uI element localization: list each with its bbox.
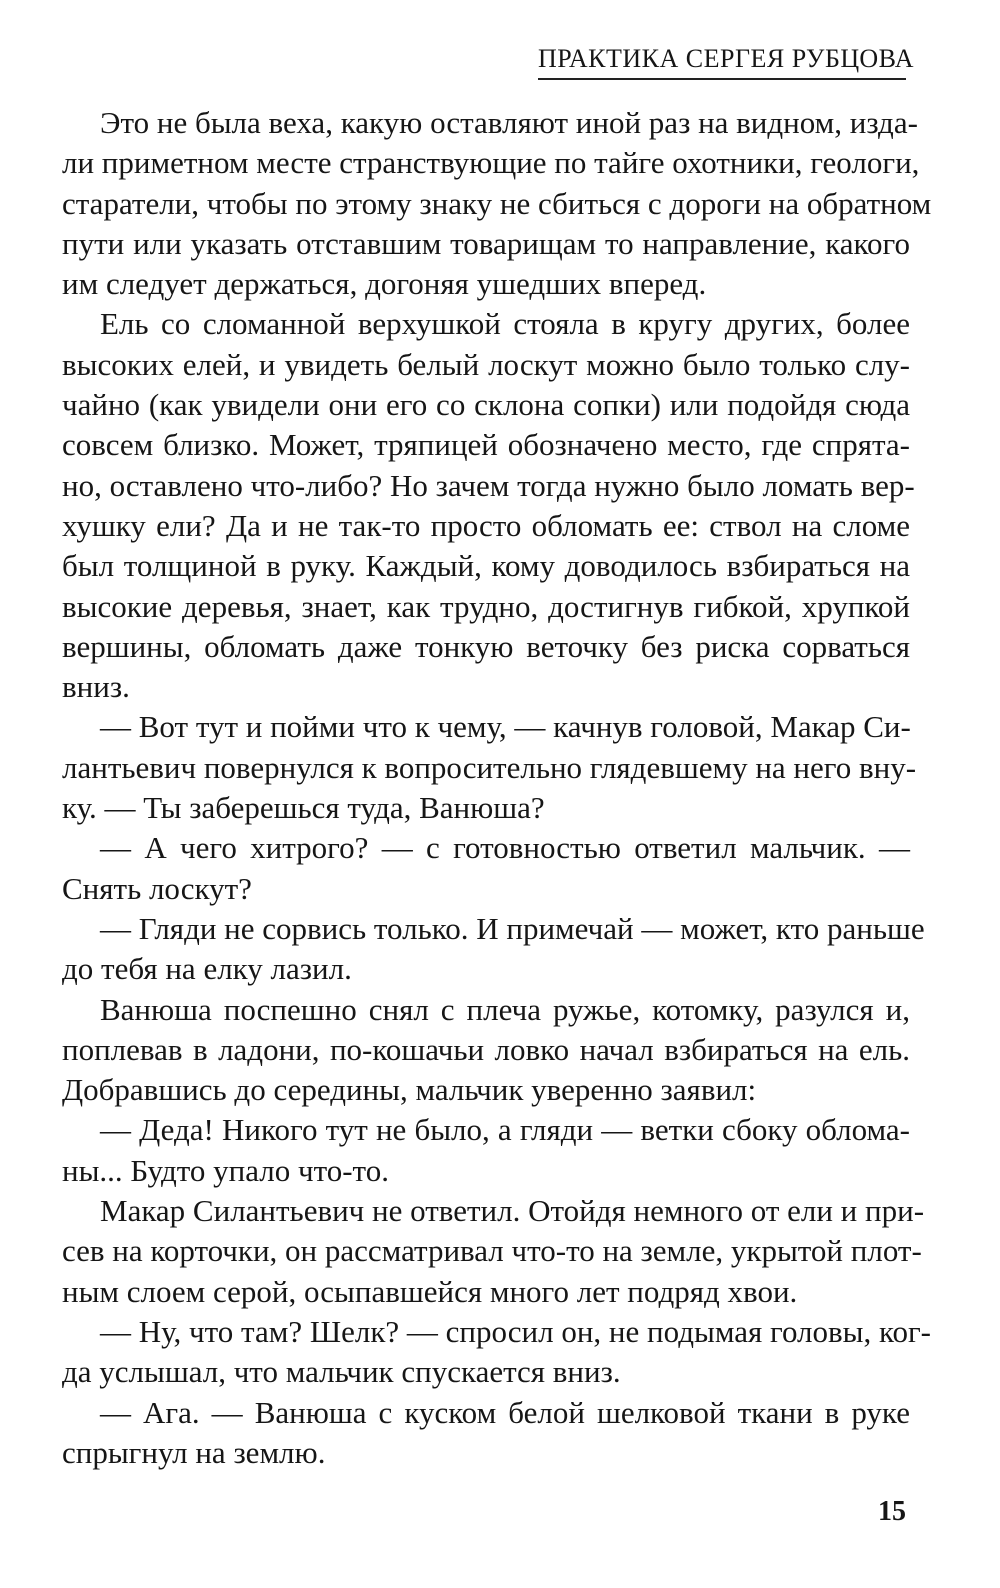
text-line: ли приметном месте странствующие по тайге охотники, геологи,: [62, 145, 920, 181]
text-line: ны... Будто упало что-то.: [62, 1152, 389, 1188]
running-title: ПРАКТИКА СЕРГЕЯ РУБЦОВА: [538, 44, 915, 73]
text-line: высоких елей, и увидеть белый лоскут можно было только слу-: [62, 346, 910, 382]
text-line: ным слоем серой, осыпавшейся много лет подряд хвои.: [62, 1273, 798, 1309]
text-line: старатели, чтобы по этому знаку не сбиться с дороги на обратном: [62, 185, 932, 221]
text-line: был толщиной в руку. Каждый, кому доводилось взбираться на: [62, 548, 910, 584]
text-line: вниз.: [62, 669, 130, 705]
header-rule: [538, 78, 906, 80]
text-line: да услышал, что мальчик спускается вниз.: [62, 1354, 621, 1390]
text-line: хушку ели? Да и не так-то просто обломать ее: ствол на сломе: [62, 507, 910, 543]
text-line: совсем близко. Может, тряпицей обозначено место, где спрята-: [62, 427, 910, 463]
text-line: чайно (как увидели они его со склона сопки) или подойдя сюда: [62, 387, 910, 423]
body-text: [62, 103, 932, 1473]
text-line: спрыгнул на землю.: [62, 1434, 326, 1470]
text-line: Добравшись до середины, мальчик уверенно заявил:: [62, 1072, 757, 1108]
text-line: — Ну, что там? Шелк? — спросил он, не подымая головы, ког-: [100, 1313, 931, 1349]
text-line: поплевав в ладони, по-кошачьи ловко начал взбираться на ель.: [62, 1031, 910, 1067]
text-line: — Гляди не сорвись только. И примечай — может, кто раньше: [100, 910, 925, 946]
text-line: пути или указать отставшим товарищам то направление, какого: [62, 225, 910, 261]
text-line: сев на корточки, он рассматривал что-то на земле, укрытой плот-: [62, 1233, 922, 1269]
text-line: Снять лоскут?: [62, 870, 252, 906]
text-line: до тебя на елку лазил.: [62, 951, 352, 987]
text-line: Ванюша поспешно снял с плеча ружье, котомку, разулся и,: [100, 991, 910, 1027]
text-line: вершины, обломать даже тонкую веточку без риска сорваться: [62, 628, 910, 664]
text-line: — Вот тут и пойми что к чему, — качнув головой, Макар Си-: [100, 709, 911, 745]
text-line: ку. — Ты заберешься туда, Ванюша?: [62, 790, 545, 826]
text-line: Ель со сломанной верхушкой стояла в кругу других, более: [100, 306, 910, 342]
text-line: — А чего хитрого? — с готовностью ответил мальчик. —: [100, 830, 910, 866]
text-line: — Ага. — Ванюша с куском белой шелковой ткани в руке: [100, 1394, 910, 1430]
text-line: Это не была веха, какую оставляют иной раз на видном, изда-: [100, 105, 918, 140]
text-line: высокие деревья, знает, как трудно, достигнув гибкой, хрупкой: [62, 588, 910, 624]
text-line: — Деда! Никого тут не было, а гляди — ветки сбоку облома-: [100, 1112, 910, 1148]
text-line: им следует держаться, догоняя ушедших вперед.: [62, 266, 707, 302]
text-line: Макар Силантьевич не ответил. Отойдя немного от ели и при-: [100, 1193, 925, 1229]
page-number: 15: [878, 1496, 906, 1527]
text-line: но, оставлено что-либо? Но зачем тогда нужно было ломать вер-: [62, 467, 915, 503]
text-line: лантьевич повернулся к вопросительно глядевшему на него вну-: [62, 749, 917, 785]
